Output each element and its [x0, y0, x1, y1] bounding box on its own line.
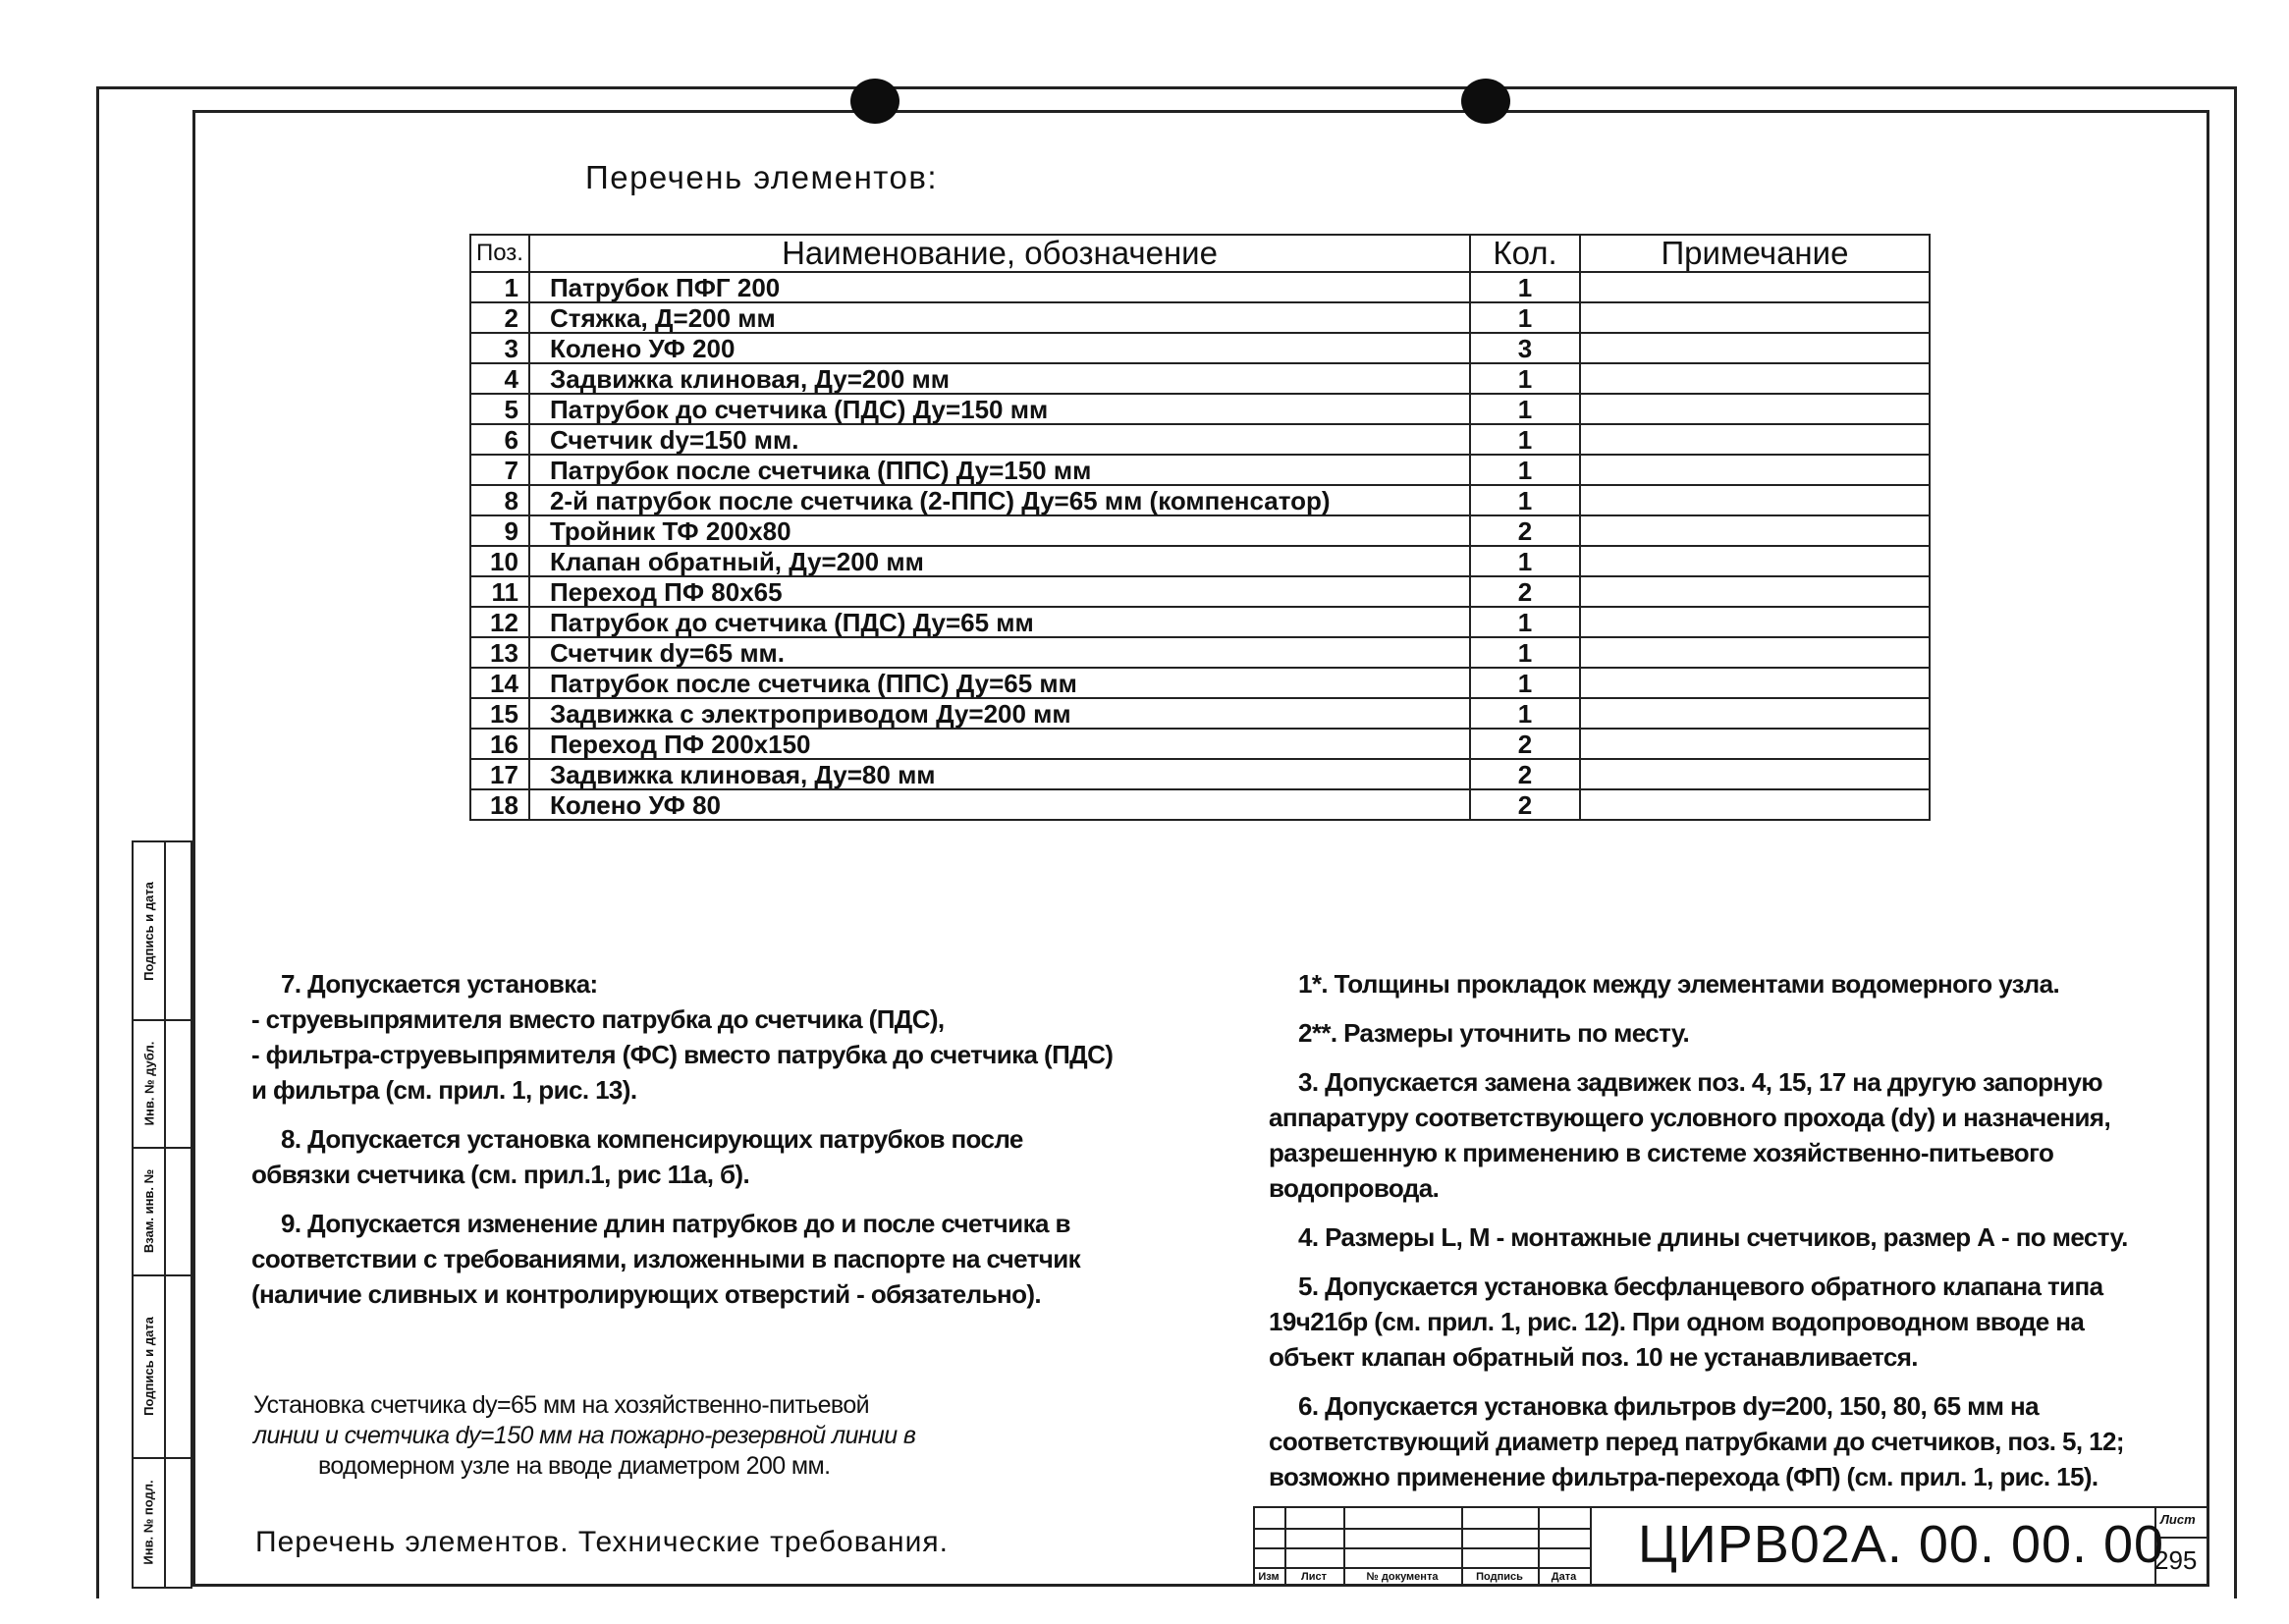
row-qty-cell: 1	[1470, 637, 1580, 668]
row-qty-cell: 1	[1470, 302, 1580, 333]
note-5-line: объект клапан обратный поз. 10 не устанавливается.	[1269, 1342, 1918, 1372]
row-qty-cell: 2	[1470, 789, 1580, 820]
row-pos-cell: 3	[470, 333, 529, 363]
table-row	[470, 607, 1930, 637]
row-name-cell: Патрубок ПФГ 200	[529, 272, 1470, 302]
note-9-line: соответствии с требованиями, изложенными в паспорте на счетчик	[251, 1244, 1081, 1273]
row-pos-cell: 5	[470, 394, 529, 424]
note-3-line: 3. Допускается замена задвижек поз. 4, 15, 17 на другую запорную	[1298, 1067, 2102, 1097]
note-1: 1*. Толщины прокладок между элементами водомерного узла.	[1298, 969, 2060, 999]
document-code: ЦИРВ02А. 00. 00. 00	[1638, 1515, 2165, 1574]
table-row	[470, 363, 1930, 394]
row-pos-cell: 9	[470, 515, 529, 546]
title-block-row-line	[1253, 1547, 1590, 1549]
row-qty-cell: 2	[1470, 729, 1580, 759]
row-name-cell: Счетчик dу=65 мм.	[529, 637, 1470, 668]
punch-hole-icon	[1461, 79, 1510, 124]
row-name-cell: Патрубок до счетчика (ПДС) Ду=65 мм	[529, 607, 1470, 637]
title-block-row-line	[1253, 1528, 1590, 1530]
elements-table	[469, 234, 1931, 821]
row-pos-cell: 2	[470, 302, 529, 333]
table-row	[470, 668, 1930, 698]
row-pos-cell: 18	[470, 789, 529, 820]
row-qty-cell: 3	[1470, 333, 1580, 363]
table-header-row	[470, 235, 1930, 272]
row-name-cell: Задвижка клиновая, Ду=80 мм	[529, 759, 1470, 789]
stamp-caption-document: № документа	[1366, 1571, 1439, 1583]
table-row	[470, 455, 1930, 485]
row-qty-cell: 1	[1470, 394, 1580, 424]
sheet-label: Лист	[2160, 1512, 2196, 1527]
row-pos-cell: 17	[470, 759, 529, 789]
row-pos-cell: 6	[470, 424, 529, 455]
table-row	[470, 637, 1930, 668]
row-pos-cell: 15	[470, 698, 529, 729]
row-name-cell: Задвижка с электроприводом Ду=200 мм	[529, 698, 1470, 729]
row-note-cell	[1580, 363, 1930, 394]
col-header-qty: Кол.	[1470, 235, 1580, 272]
row-name-cell: Переход ПФ 200х150	[529, 729, 1470, 759]
col-header-note: Примечание	[1580, 235, 1930, 272]
note-6-line: соответствующий диаметр перед патрубками до счетчиков, поз. 5, 12;	[1269, 1427, 2124, 1456]
row-note-cell	[1580, 546, 1930, 576]
row-pos-cell: 12	[470, 607, 529, 637]
note-8-line: обвязки счетчика (см. прил.1, рис 11а, б).	[251, 1160, 750, 1189]
row-qty-cell: 1	[1470, 272, 1580, 302]
row-name-cell: Тройник ТФ 200х80	[529, 515, 1470, 546]
row-qty-cell: 1	[1470, 668, 1580, 698]
stamp-caption-signature: Подпись	[1476, 1571, 1523, 1583]
table-row	[470, 333, 1930, 363]
row-qty-cell: 2	[1470, 576, 1580, 607]
side-stamp-replaced-inv: Взам. инв. №	[141, 1168, 156, 1253]
row-qty-cell: 1	[1470, 424, 1580, 455]
row-pos-cell: 14	[470, 668, 529, 698]
note-3-line: разрешенную к применению в системе хозяйственно-питьевого водопровода.	[1269, 1138, 2054, 1203]
row-pos-cell: 16	[470, 729, 529, 759]
note-7-title: 7. Допускается установка:	[281, 969, 598, 999]
note-6-line: возможно применение фильтра-перехода (ФП) (см. прил. 1, рис. 15).	[1269, 1462, 2098, 1491]
row-name-cell: Переход ПФ 80х65	[529, 576, 1470, 607]
row-qty-cell: 2	[1470, 515, 1580, 546]
row-qty-cell: 1	[1470, 698, 1580, 729]
sheet-number: 295	[2154, 1545, 2198, 1575]
row-name-cell: Патрубок после счетчика (ППС) Ду=65 мм	[529, 668, 1470, 698]
side-stamp	[132, 840, 192, 1589]
row-name-cell: Патрубок после счетчика (ППС) Ду=150 мм	[529, 455, 1470, 485]
row-note-cell	[1580, 607, 1930, 637]
table-row	[470, 546, 1930, 576]
note-6-line: 6. Допускается установка фильтров dу=200, 150, 80, 65 мм на	[1298, 1391, 2039, 1421]
table-row	[470, 698, 1930, 729]
installation-caption-line: линии и счетчика dу=150 мм на пожарно-резервной линии в	[253, 1422, 916, 1449]
row-qty-cell: 1	[1470, 607, 1580, 637]
installation-caption	[253, 1390, 915, 1482]
row-pos-cell: 13	[470, 637, 529, 668]
note-9-line: 9. Допускается изменение длин патрубков до и после счетчика в	[281, 1209, 1070, 1238]
table-row	[470, 394, 1930, 424]
row-pos-cell: 11	[470, 576, 529, 607]
punch-hole-icon	[850, 79, 899, 124]
note-8-line: 8. Допускается установка компенсирующих патрубков после	[281, 1124, 1023, 1154]
note-4: 4. Размеры L, M - монтажные длины счетчиков, размер А - по месту.	[1298, 1222, 2128, 1252]
side-stamp-original-inv: Инв. № подл.	[141, 1479, 157, 1565]
installation-caption-line: водомерном узле на вводе диаметром 200 мм.	[318, 1452, 831, 1480]
row-name-cell: Клапан обратный, Ду=200 мм	[529, 546, 1470, 576]
note-2: 2**. Размеры уточнить по месту.	[1298, 1018, 1690, 1048]
table-row	[470, 485, 1930, 515]
col-header-pos: Поз.	[470, 235, 529, 272]
table-row	[470, 759, 1930, 789]
row-note-cell	[1580, 394, 1930, 424]
row-note-cell	[1580, 637, 1930, 668]
page-title: Перечень элементов:	[585, 159, 939, 195]
row-note-cell	[1580, 759, 1930, 789]
row-note-cell	[1580, 333, 1930, 363]
row-note-cell	[1580, 485, 1930, 515]
row-note-cell	[1580, 729, 1930, 759]
row-name-cell: Стяжка, Д=200 мм	[529, 302, 1470, 333]
side-stamp-signature-date: Подпись и дата	[141, 881, 157, 981]
table-row	[470, 424, 1930, 455]
row-pos-cell: 8	[470, 485, 529, 515]
stamp-caption-date: Дата	[1551, 1571, 1577, 1583]
note-3-line: аппаратуру соответствующего условного прохода (dу) и назначения,	[1269, 1103, 2111, 1132]
side-stamp-signature-date-2: Подпись и дата	[141, 1316, 157, 1416]
note-7-line: - струевыпрямителя вместо патрубка до счетчика (ПДС),	[251, 1004, 945, 1034]
table-row	[470, 576, 1930, 607]
row-note-cell	[1580, 789, 1930, 820]
row-name-cell: 2-й патрубок после счетчика (2-ППС) Ду=65 мм (компенсатор)	[529, 485, 1470, 515]
title-block-divider	[1590, 1508, 1592, 1587]
row-pos-cell: 1	[470, 272, 529, 302]
row-name-cell: Задвижка клиновая, Ду=200 мм	[529, 363, 1470, 394]
note-7-line: и фильтра (см. прил. 1, рис. 13).	[251, 1075, 637, 1105]
document-heading: Перечень элементов. Технические требования.	[255, 1526, 949, 1558]
stamp-caption-change: Изм	[1258, 1571, 1280, 1583]
row-name-cell: Счетчик dу=150 мм.	[529, 424, 1470, 455]
col-header-name: Наименование, обозначение	[529, 235, 1470, 272]
row-name-cell: Колено УФ 80	[529, 789, 1470, 820]
row-qty-cell: 1	[1470, 546, 1580, 576]
row-pos-cell: 7	[470, 455, 529, 485]
title-block	[1253, 1506, 2209, 1589]
side-stamp-duplicate-inv: Инв. № дубл.	[141, 1041, 157, 1125]
installation-caption-line: Установка счетчика dу=65 мм на хозяйственно-питьевой	[253, 1391, 869, 1419]
row-note-cell	[1580, 302, 1930, 333]
note-9-line: (наличие сливных и контролирующих отверстий - обязательно).	[251, 1279, 1042, 1309]
row-qty-cell: 1	[1470, 363, 1580, 394]
row-note-cell	[1580, 272, 1930, 302]
note-5-line: 19ч21бр (см. прил. 1, рис. 12). При одном водопроводном вводе на	[1269, 1307, 2085, 1336]
note-7-line: - фильтра-струевыпрямителя (ФС) вместо патрубка до счетчика (ПДС)	[251, 1040, 1114, 1069]
table-row	[470, 272, 1930, 302]
row-qty-cell: 2	[1470, 759, 1580, 789]
stamp-caption-sheet: Лист	[1301, 1571, 1327, 1583]
note-5-line: 5. Допускается установка бесфланцевого обратного клапана типа	[1298, 1272, 2103, 1301]
row-name-cell: Патрубок до счетчика (ПДС) Ду=150 мм	[529, 394, 1470, 424]
row-qty-cell: 1	[1470, 455, 1580, 485]
technical-notes-left	[251, 966, 1116, 1312]
row-note-cell	[1580, 698, 1930, 729]
row-note-cell	[1580, 424, 1930, 455]
row-note-cell	[1580, 668, 1930, 698]
table-row	[470, 302, 1930, 333]
row-qty-cell: 1	[1470, 485, 1580, 515]
row-note-cell	[1580, 576, 1930, 607]
row-note-cell	[1580, 515, 1930, 546]
title-block-row-line	[1253, 1567, 1590, 1569]
row-pos-cell: 10	[470, 546, 529, 576]
row-pos-cell: 4	[470, 363, 529, 394]
table-row	[470, 789, 1930, 820]
technical-notes-right	[1269, 966, 2202, 1494]
table-row	[470, 729, 1930, 759]
row-note-cell	[1580, 455, 1930, 485]
row-name-cell: Колено УФ 200	[529, 333, 1470, 363]
table-row	[470, 515, 1930, 546]
